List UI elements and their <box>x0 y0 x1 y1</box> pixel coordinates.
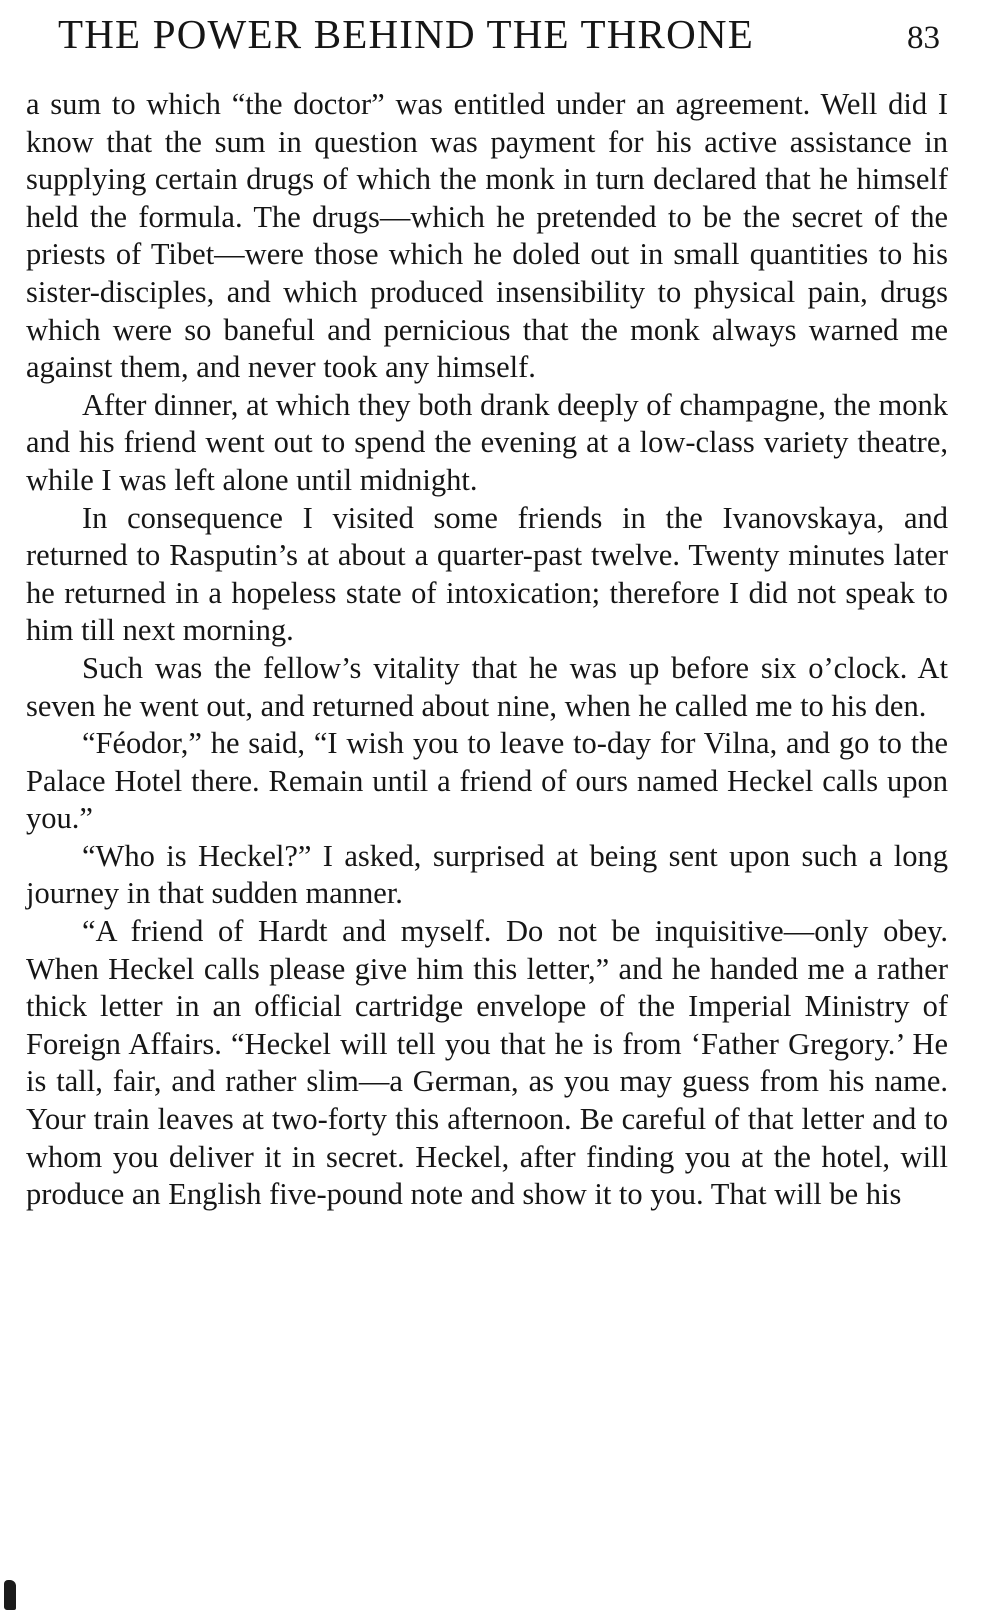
running-head <box>26 10 948 70</box>
ink-speck <box>4 1580 16 1610</box>
paragraph: “A friend of Hardt and myself. Do not be inquisitive—only obey. When Heckel calls please give him this letter,” and he handed me a rather thick letter in an official cartridge envelope of the Imperial Ministry of Foreign Affairs. “Heckel will tell you that he is from ‘Father Gregory.’ He is tall, fair, and rather slim—a German, as you may guess from his name. Your train leaves at two-forty this afternoon. Be careful of that letter and to whom you deliver it in secret. Heckel, after finding you at the hotel, will produce an English five-pound note and show it to you. That will be his <box>26 914 948 1212</box>
paragraph: In consequence I visited some friends in the Ivanovskaya, and returned to Rasputin’s at about a quarter-past twelve. Twenty minutes later he returned in a hopeless state of intoxication; therefore I did not speak to him till next morning. <box>26 500 948 648</box>
page-number: 83 <box>907 20 940 56</box>
paragraph: Such was the fellow’s vitality that he was up before six o’clock. At seven he went out, and returned about nine, when he called me to his den. <box>26 650 948 723</box>
body-text <box>26 86 948 1214</box>
paragraph: After dinner, at which they both drank deeply of champagne, the monk and his friend went out to spend the evening at a low-class variety theatre, while I was left alone until midnight. <box>26 387 948 497</box>
running-title: THE POWER BEHIND THE THRONE <box>58 11 754 57</box>
paragraph: “Who is Heckel?” I asked, surprised at being sent upon such a long journey in that sudden manner. <box>26 838 948 911</box>
paragraph-continued: a sum to which “the doctor” was entitled under an agreement. Well did I know that the sum in question was payment for his active assistance in supplying certain drugs of which the monk in turn declared that he himself held the formula. The drugs—which he pretended to be the secret of the priests of Tibet—were those which he doled out in small quantities to his sister-disciples, and which produced insensibility to physical pain, drugs which were so baneful and pernicious that the monk always warned me against them, and never took any himself. <box>26 87 948 385</box>
paragraph: “Féodor,” he said, “I wish you to leave to-day for Vilna, and go to the Palace Hotel there. Remain until a friend of ours named Heckel calls upon you.” <box>26 726 948 836</box>
